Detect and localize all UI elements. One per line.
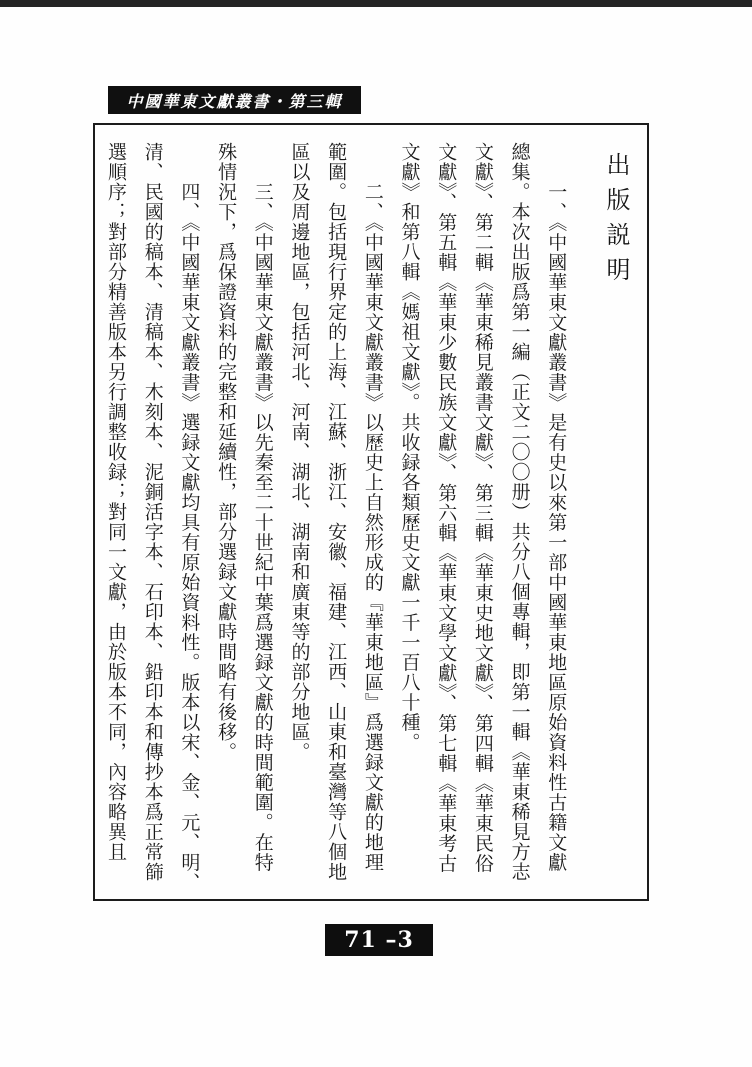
scan-edge-strip — [0, 0, 752, 7]
series-title: 中國華東文獻叢書・第三輯 — [126, 91, 343, 111]
text-column: 文獻》和第八輯《媽祖文獻》。共收録各類歷史文獻一千一百八十種。 — [398, 142, 421, 753]
page-number-badge — [325, 924, 433, 956]
text-column: 清、民國的稿本、清稿本、木刻本、泥銅活字本、石印本、鉛印本和傳抄本爲正常篩 — [141, 142, 164, 882]
text-column: 二、《中國華東文獻叢書》以歷史上自然形成的『華東地區』爲選録文獻的地理 — [361, 182, 384, 873]
text-column: 文獻》、第五輯《華東少數民族文獻》、第六輯《華東文學文獻》、第七輯《華東考古 — [435, 142, 458, 874]
text-column: 範圍。包括現行界定的上海、江蘇、浙江、安徽、福建、江西、山東和臺灣等八個地 — [325, 142, 348, 882]
text-column: 總集。本次出版爲第一編（正文二〇〇册）共分八個專輯，即第一輯《華東稀見方志 — [508, 142, 531, 882]
text-column: 一、《中國華東文獻叢書》是有史以來第一部中國華東地區原始資料性古籍文獻 — [545, 182, 568, 873]
text-column: 四、《中國華東文獻叢書》選録文獻均具有原始資料性。版本以宋、金、元、明、 — [178, 182, 201, 893]
series-header-bar — [108, 86, 361, 114]
page-title: 出版説明 — [601, 152, 630, 292]
text-column: 選順序；對部分精善版本另行調整收録；對同一文獻，由於版本不同，內容略異且 — [105, 142, 127, 862]
text-frame — [93, 123, 649, 901]
text-columns — [105, 142, 634, 893]
text-column: 三、《中國華東文獻叢書》以先秦至二十世紀中葉爲選録文獻的時間範圍。在特 — [251, 182, 274, 873]
text-column: 區以及周邊地區，包括河北、河南、湖北、湖南和廣東等的部分地區。 — [288, 142, 311, 762]
page-number: 71 –3 — [344, 927, 414, 953]
text-column: 殊情況下，爲保證資料的完整和延續性，部分選録文獻時間略有後移。 — [215, 142, 238, 762]
text-column: 文獻》、第二輯《華東稀見叢書文獻》、第三輯《華東史地文獻》、第四輯《華東民俗 — [471, 142, 494, 874]
